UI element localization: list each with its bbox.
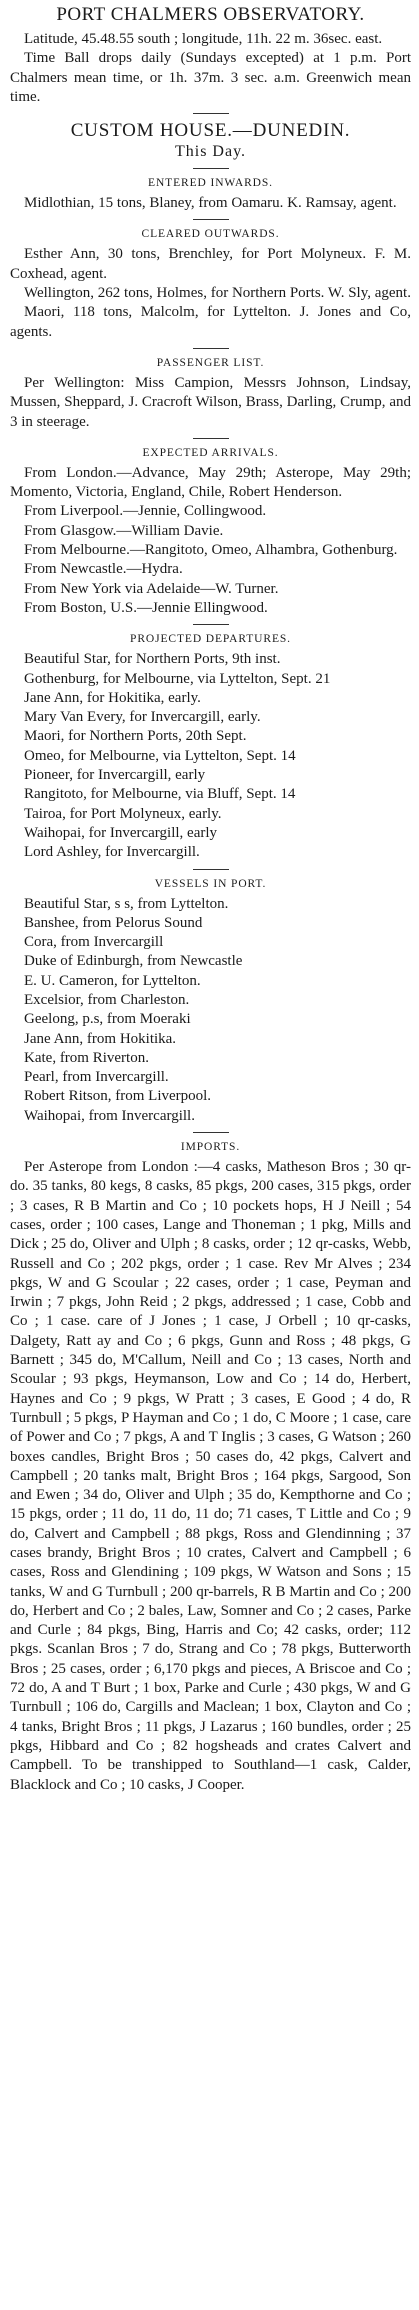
vessel-in-port-item: Banshee, from Pelorus Sound [24,914,203,931]
projected-departure-item: Mary Van Every, for Invercargill, early. [24,709,261,726]
projected-departure-item: Gothenburg, for Melbourne, via Lyttelton, Sept. 21 [24,670,331,687]
projected-departure-item: Jane Ann, for Hokitika, early. [24,689,201,706]
projected-departures-heading: PROJECTED DEPARTURES. [130,633,291,646]
vessel-in-port-item: E. U. Cameron, for Lyttelton. [24,972,201,989]
custom-house-subtitle: This Day. [174,143,247,161]
vessels-in-port-heading: VESSELS IN PORT. [154,877,267,890]
expected-arrival-item: From Liverpool.—Jennie, Collingwood. [24,503,267,520]
expected-arrival-item: From Boston, U.S.—Jennie Ellingwood. [24,599,268,616]
passenger-list-item: Per Wellington: Miss Campion, Messrs Johnson, Lindsay, Mussen, Sheppard, J. Cracroft Wilson, Brass, Darling, Crump, and 3 in steerage. [10,374,411,430]
observatory-title: PORT CHALMERS OBSERVATORY. [56,4,365,25]
vessel-in-port-item: Kate, from Riverton. [24,1049,149,1066]
projected-departure-item: Pioneer, for Invercargill, early [24,767,206,784]
section-divider [193,219,229,220]
expected-arrivals-heading: EXPECTED ARRIVALS. [142,446,279,459]
projected-departure-item: Lord Ashley, for Invercargill. [24,844,200,861]
imports-heading: IMPORTS. [180,1141,241,1154]
expected-arrival-item: From Glasgow.—William Davie. [24,522,224,539]
expected-arrival-item: From London.—Advance, May 29th; Asterope, May 29th; Momento, Victoria, England, Chile, Robert Henderson. [10,464,411,501]
projected-departure-item: Omeo, for Melbourne, via Lyttelton, Sept. 14 [24,747,296,764]
imports-text: Per Asterope from London :—4 casks, Matheson Bros ; 30 qr-do. 35 tanks, 80 kegs, 8 casks, 85 pkgs, 200 cases, 315 pkgs, order ; 3 cases, R B Martin and Co ; 10 pockets hops, H J Neill ; 54 cases, order ; 100 cases, Lange and Thoneman ; 1 pkg, Mills and Dick ; 25 do, Oliver and Ulph ; 8 casks, order ; 12 qr-casks, Webb, Russell and Co ; 202 pkgs, order ; 1 case. Rev Mr Alves ; 234 pkgs, W and G Scoular ; 22 cases, order ; 1 case, Peyman and Irwin ; 7 pkgs, John Reid ; 2 pkgs, addressed ; 1 case, Cobb and Co ; 1 case. care of J Jones ; 1 case, J Orbell ; 10 qr-casks, Dalgety, Ratt ay and Co ; 6 pkgs, Gunn and Ross ; 48 pkgs, G Barnett ; 345 do, M'Callum, Neill and Co ; 13 cases, North and Scoular ; 93 pkgs, Heymanson, Low and Co ; 14 do, Herbert, Haynes and Co ; 9 pkgs, W Pratt ; 3 cases, E Good ; 4 do, R Turnbull ; 5 pkgs, P Hayman and Co ; 1 do, C Moore ; 1 case, care of Power and Co ; 7 pkgs, A and T Inglis ; 3 cases, G Watson ; 260 boxes candles, Bright Bros ; 50 cases do, 42 pkgs, Calvert and Campbell ; 20 tanks malt, Bright Bros ; 164 pkgs, Sargood, Son and Ewen ; 34 do, Oliver and Ulph ; 35 do, Kempthorne and Co ; 15 pkgs, order ; 11 do, 11 do, 11 do; 71 cases, T Little and Co ; 9 do, Calvert and Campbell ; 88 pkgs, Ross and Glendinning ; 37 cases brandy, Bright Bros ; 10 crates, Calvert and Campbell ; 6 cases, Ross and Glendining ; 109 pkgs, W Watson and Sons ; 15 tanks, W and G Turnbull ; 200 qr-barrels, R B Martin and Co ; 200 do, Herbert and Co ; 2 bales, Law, Somner and Co ; 2 cases, Parke and Curle ; 84 pkgs, Bing, Harris and Co; 42 casks, order; 112 pkgs. Scanlan Bros ; 7 do, Strang and Co ; 78 pkgs, Butterworth Bros ; 25 cases, order ; 6,170 pkgs and pieces, A Briscoe and Co ; 72 do, A and T Burt ; 1 box, Parke and Curle ; 430 pkgs, W and G Turnbull ; 106 do, Cargills and Maclean; 1 box, Clayton and Co ; 4 tanks, Bright Bros ; 11 pkgs, J Lazarus ; 160 bundles, order ; 25 pkgs, Hibbard and Co ; 82 hogsheads and crates Calvert and Campbell. To be transhipped to Southland—1 cask, Calder, Blacklock and Co ; 10 casks, J Cooper. [10,1159,411,1793]
projected-departure-item: Beautiful Star, for Northern Ports, 9th inst. [24,651,281,668]
expected-arrival-item: From New York via Adelaide—W. Turner. [24,580,279,597]
expected-arrival-item: From Melbourne.—Rangitoto, Omeo, Alhambra, Gothenburg. [24,542,398,559]
passenger-list-heading: PASSENGER LIST. [156,356,265,369]
vessel-in-port-item: Duke of Edinburgh, from Newcastle [24,953,243,970]
section-divider [193,348,229,349]
cleared-outwards-item: Esther Ann, 30 tons, Brenchley, for Port Molyneux. F. M. Coxhead, agent. [10,246,411,282]
section-divider [193,168,229,169]
section-divider [193,113,229,114]
custom-house-title: CUSTOM HOUSE.—DUNEDIN. [70,120,351,142]
vessel-in-port-item: Pearl, from Invercargill. [24,1069,169,1086]
cleared-outwards-item: Wellington, 262 tons, Holmes, for Northern Ports. W. Sly, agent. [24,285,411,302]
vessel-in-port-item: Jane Ann, from Hokitika. [24,1030,177,1047]
section-divider [193,438,229,439]
entered-inwards-item: Midlothian, 15 tons, Blaney, from Oamaru. K. Ramsay, agent. [24,195,397,212]
expected-arrival-item: From Newcastle.—Hydra. [24,561,183,578]
projected-departure-item: Maori, for Northern Ports, 20th Sept. [24,728,247,745]
cleared-outwards-heading: CLEARED OUTWARDS. [141,228,280,241]
section-divider [193,1132,229,1133]
vessel-in-port-item: Cora, from Invercargill [24,934,164,951]
section-divider [193,869,229,870]
vessel-in-port-item: Waihopai, from Invercargill. [24,1107,195,1124]
observatory-latitude: Latitude, 45.48.55 south ; longitude, 11h. 22 m. 36sec. east. [24,31,383,47]
projected-departure-item: Tairoa, for Port Molyneux, early. [24,805,222,822]
section-divider [193,624,229,625]
projected-departure-item: Rangitoto, for Melbourne, via Bluff, Sept. 14 [24,786,296,803]
vessel-in-port-item: Excelsior, from Charleston. [24,991,190,1008]
vessel-in-port-item: Geelong, p.s, from Moeraki [24,1011,191,1028]
vessel-in-port-item: Robert Ritson, from Liverpool. [24,1088,212,1105]
projected-departure-item: Waihopai, for Invercargill, early [24,824,218,841]
observatory-time-ball: Time Ball drops daily (Sundays excepted) at 1 p.m. Port Chalmers mean time, or 1h. 37m. 3 sec. a.m. Greenwich mean time. [10,50,411,105]
vessel-in-port-item: Beautiful Star, s s, from Lyttelton. [24,895,229,912]
cleared-outwards-item: Maori, 118 tons, Malcolm, for Lyttelton. J. Jones and Co, agents. [10,304,411,340]
entered-inwards-heading: ENTERED INWARDS. [148,177,273,190]
